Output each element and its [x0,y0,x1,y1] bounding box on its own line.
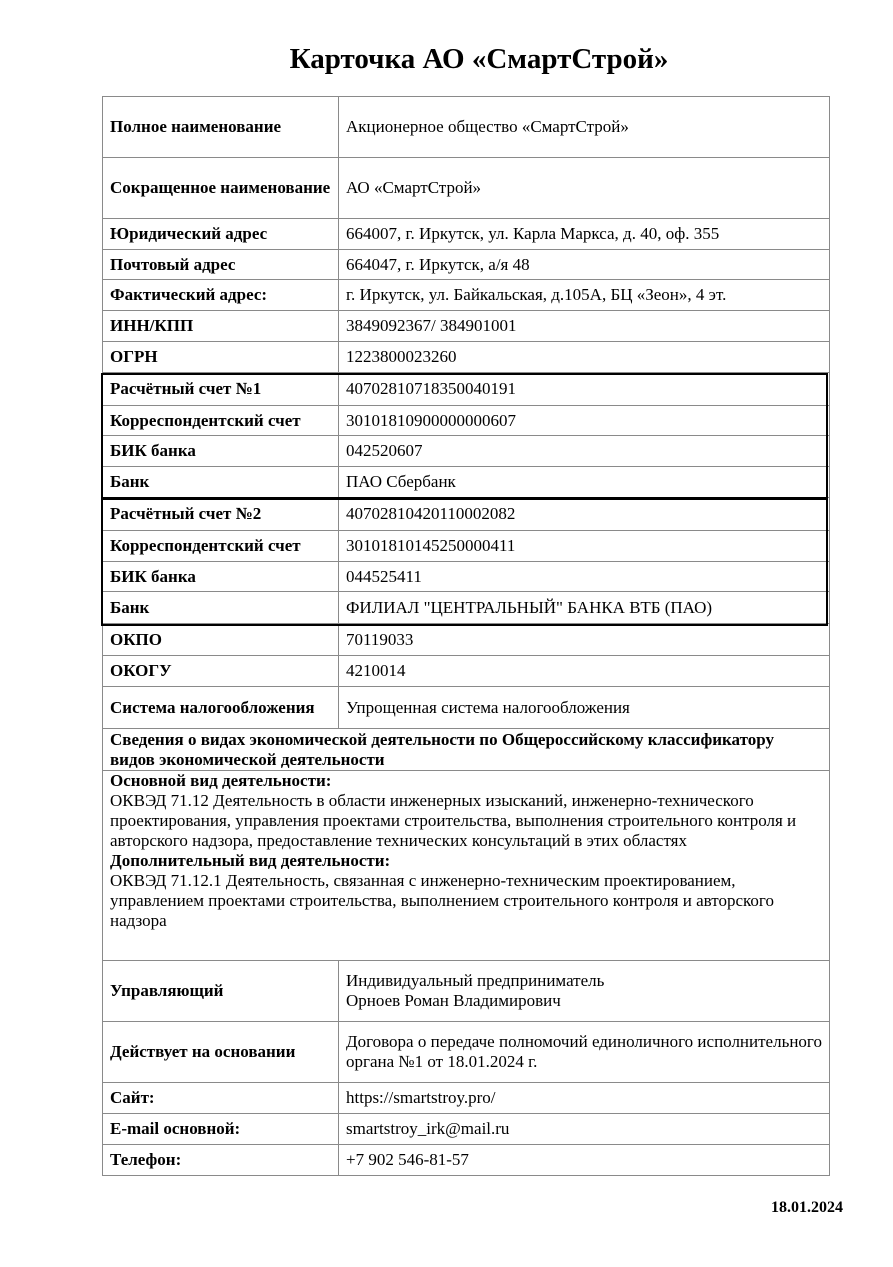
okved-main-label: Основной вид деятельности: [110,771,332,790]
manager-line-1: Индивидуальный предприниматель [346,971,605,990]
row-label: Сокращенное наименование [103,158,339,219]
page-title: Карточка АО «СмартСтрой» [289,43,669,75]
row-value: 40702810420110002082 [339,498,830,531]
table-row [103,280,830,311]
manager-line-2: Орноев Роман Владимирович [346,991,561,1010]
row-value: ФИЛИАЛ "ЦЕНТРАЛЬНЫЙ" БАНКА ВТБ (ПАО) [339,592,830,624]
company-card-table [102,96,830,1176]
row-label: Расчётный счет №2 [103,498,339,531]
table-row [103,531,830,562]
table-row [103,342,830,373]
table-row [103,1145,830,1176]
table-row [103,406,830,436]
okved-extra-label: Дополнительный вид деятельности: [110,851,391,870]
row-value: 70119033 [339,624,830,656]
row-label: Фактический адрес: [103,280,339,311]
row-label: Сайт: [103,1083,339,1114]
table-row [103,1083,830,1114]
table-row [103,592,830,624]
okved-extra-text: ОКВЭД 71.12.1 Деятельность, связанная с инженерно-техническим проектированием, управлением проектами строительства, выполнением строительного контроля и авторского надзора [110,871,774,930]
row-value: 30101810900000000607 [339,406,830,436]
table-row [103,158,830,219]
row-value: 40702810718350040191 [339,373,830,406]
row-value: Упрощенная система налогообложения [339,687,830,729]
table-row [103,624,830,656]
row-label: Управляющий [103,961,339,1022]
table-row [103,961,830,1022]
row-label: Юридический адрес [103,219,339,250]
row-label: Почтовый адрес [103,250,339,280]
table-row [103,656,830,687]
row-label: E-mail основной: [103,1114,339,1145]
okved-main-text: ОКВЭД 71.12 Деятельность в области инженерных изысканий, инженерно-технического проектирования, управления проектами строительства, выполнения строительного контроля и авторского надзора, предоставление технических консультаций в этих областях [110,791,797,850]
table-row [103,97,830,158]
table-row [103,311,830,342]
table-row [103,467,830,498]
row-label: Полное наименование [103,97,339,158]
row-value: 3849092367/ 384901001 [339,311,830,342]
row-value: АО «СмартСтрой» [339,158,830,219]
row-label: Банк [103,467,339,498]
email-link[interactable]: smartstroy_irk@mail.ru [339,1114,830,1145]
table-row [103,498,830,531]
row-label: ИНН/КПП [103,311,339,342]
table-row [103,562,830,592]
row-label: БИК банка [103,436,339,467]
row-value [339,961,830,1022]
okved-header: Сведения о видах экономической деятельности по Общероссийскому классификатору видов экономической деятельности [103,729,830,771]
row-label: Телефон: [103,1145,339,1176]
row-value: 1223800023260 [339,342,830,373]
table-row [103,1022,830,1083]
row-label: ОГРН [103,342,339,373]
row-label: Расчётный счет №1 [103,373,339,406]
row-value: г. Иркутск, ул. Байкальская, д.105А, БЦ «Зеон», 4 эт. [339,280,830,311]
table-row [103,219,830,250]
row-value: Договора о передаче полномочий единоличного исполнительного органа №1 от 18.01.2024 г. [339,1022,830,1083]
row-value: Акционерное общество «СмартСтрой» [339,97,830,158]
document-date: 18.01.2024 [771,1199,843,1216]
table-row [103,1114,830,1145]
row-label: Действует на основании [103,1022,339,1083]
row-label: Банк [103,592,339,624]
row-label: Система налогообложения [103,687,339,729]
table-row [103,436,830,467]
table-row [103,687,830,729]
row-value: 042520607 [339,436,830,467]
row-label: Корреспондентский счет [103,531,339,562]
row-value: ПАО Сбербанк [339,467,830,498]
site-link[interactable]: https://smartstroy.pro/ [339,1083,830,1114]
row-label: ОКПО [103,624,339,656]
table-row [103,729,830,771]
row-value: 664007, г. Иркутск, ул. Карла Маркса, д. 40, оф. 355 [339,219,830,250]
row-label: ОКОГУ [103,656,339,687]
table-row [103,250,830,280]
row-value: 044525411 [339,562,830,592]
table-row [103,771,830,961]
row-label: Корреспондентский счет [103,406,339,436]
row-label: БИК банка [103,562,339,592]
row-value: +7 902 546-81-57 [339,1145,830,1176]
table-row [103,373,830,406]
row-value: 4210014 [339,656,830,687]
row-value: 30101810145250000411 [339,531,830,562]
row-value: 664047, г. Иркутск, а/я 48 [339,250,830,280]
okved-details [103,771,830,961]
